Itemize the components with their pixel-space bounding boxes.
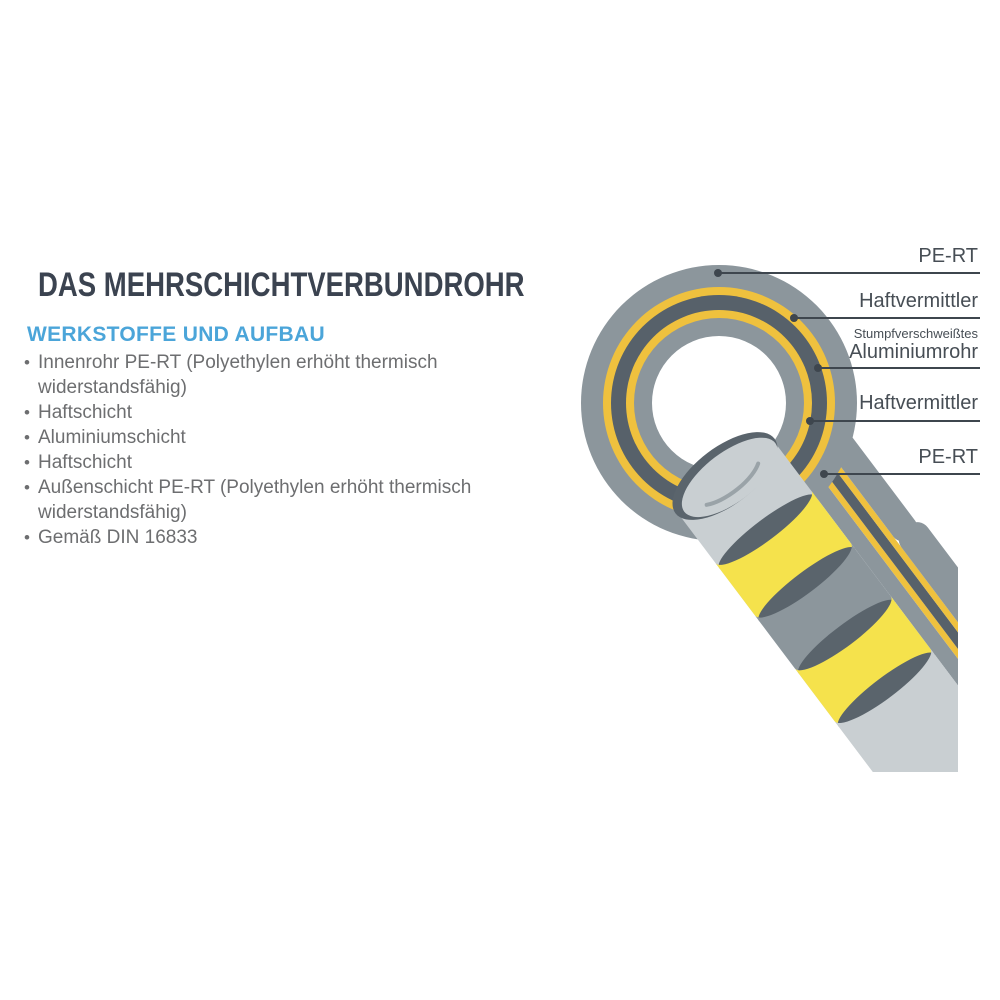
page-title: DAS MEHRSCHICHTVERBUNDROHR [38, 265, 525, 304]
leader-line-haftvermittler-inner [808, 420, 980, 422]
list-item: • Außenschicht PE-RT (Polyethylen erhöht thermisch widerstandsfähig) [24, 475, 479, 525]
layer-label-haftvermittler-inner [859, 392, 978, 415]
layer-label-small-text: Stumpfverschweißtes [853, 326, 978, 341]
leader-line-pe-rt-outer [716, 272, 980, 274]
layer-label-text: Aluminiumrohr [849, 341, 978, 363]
layer-label-text: Haftvermittler [859, 392, 978, 414]
section-subtitle: WERKSTOFFE UND AUFBAU [27, 323, 325, 347]
layer-label-aluminiumrohr [849, 326, 978, 363]
leader-line-pe-rt-inner [822, 473, 980, 475]
layer-label-text: PE-RT [918, 245, 978, 267]
list-item: • Haftschicht [24, 450, 479, 475]
layer-label-haftvermittler-outer [859, 290, 978, 313]
list-item: • Aluminiumschicht [24, 425, 479, 450]
layer-label-pe-rt-inner [918, 446, 978, 469]
leader-line-haftvermittler-outer [792, 317, 980, 319]
leader-line-aluminiumrohr [816, 367, 980, 369]
list-item: • Haftschicht [24, 400, 479, 425]
layer-label-text: PE-RT [918, 446, 978, 468]
list-item: • Innenrohr PE-RT (Polyethylen erhöht thermisch widerstandsfähig) [24, 350, 479, 400]
layer-label-text: Haftvermittler [859, 290, 978, 312]
materials-list [24, 350, 479, 550]
layer-label-pe-rt-outer [918, 245, 978, 268]
list-item: • Gemäß DIN 16833 [24, 525, 479, 550]
